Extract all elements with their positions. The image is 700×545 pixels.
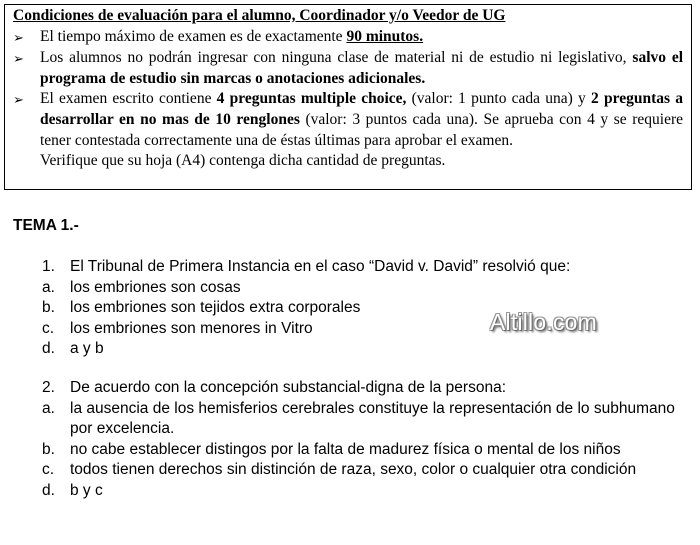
option-text: los embriones son cosas [70,278,241,296]
option-text: todos tienen derechos sin distinción de raza, sexo, color o cualquier otra condición [70,461,637,479]
condition-time-text: El tiempo máximo de examen es de exactamente [40,27,347,45]
condition-item-time [13,27,683,49]
condition-materials-text: Los alumnos no podrán ingresar con ninguna clase de material ni de estudio ni legislativo, [40,49,627,67]
option-label: c. [42,319,55,337]
option-label: b. [42,440,55,458]
question-number: 1. [42,258,55,275]
option-item [0,440,700,461]
arrow-bullet-icon: ➢ [13,29,24,45]
option-label: b. [42,299,55,317]
condition-exam-text-2: (valor: 1 punto cada una) y [406,90,592,108]
arrow-bullet-icon: ➢ [13,92,24,108]
option-item [0,481,700,502]
condition-exam-mc-count: 4 preguntas multiple choice, [216,90,407,108]
condition-exam-text-1: El examen escrito contiene [40,90,217,108]
condition-item-materials [13,48,683,89]
condition-item-exam-structure [13,89,683,151]
condition-time-value: 90 minutos. [346,27,424,45]
option-label: a. [42,399,55,417]
option-label: c. [42,461,55,479]
question-2 [0,378,700,502]
option-text: los embriones son menores in Vitro [70,319,313,337]
option-text: la ausencia de los hemisferios cerebrales constituye la representación de lo subhumano por excelencia. [70,399,675,438]
question-text: El Tribunal de Primera Instancia en el caso “David v. David” resolvió que: [70,258,571,275]
evaluation-conditions-box [4,4,692,190]
option-text: no cabe establecer distingos por la falta de madurez física o mental de los niños [70,440,621,458]
conditions-heading: Condiciones de evaluación para el alumno, Coordinador y/o Veedor de UG [13,7,506,24]
condition-materials-exception: salvo el programa de estudio sin marcas o anotaciones adicionales. [40,49,684,87]
option-text: los embriones son tejidos extra corporales [70,299,361,317]
condition-note: Verifique que su hoja (A4) contenga dicha cantidad de preguntas. [40,152,446,170]
option-text: a y b [70,340,104,358]
option-label: d. [42,481,55,499]
option-item [0,339,700,360]
condition-exam-essay-count: 2 preguntas a desarrollar en no mas de 10 renglones [40,90,683,128]
option-label: a. [42,278,55,296]
arrow-bullet-icon: ➢ [13,51,24,67]
option-item [0,278,700,299]
question-number: 2. [42,379,55,396]
option-item [0,460,700,481]
altillo-watermark: Altillo.com [490,309,598,335]
question-text: De acuerdo con la concepción substancial-digna de la persona: [70,379,507,396]
option-text: b y c [70,481,103,499]
question-2-stem [0,378,700,399]
tema-heading: TEMA 1.- [13,217,79,234]
option-label: d. [42,340,55,358]
option-item [0,399,700,440]
question-1-stem [0,257,700,278]
condition-exam-text-3: (valor: 3 puntos cada una). Se aprueba con 4 y se requiere tener contestada correctamente una de éstas últimas para aprobar el examen. [40,110,683,149]
